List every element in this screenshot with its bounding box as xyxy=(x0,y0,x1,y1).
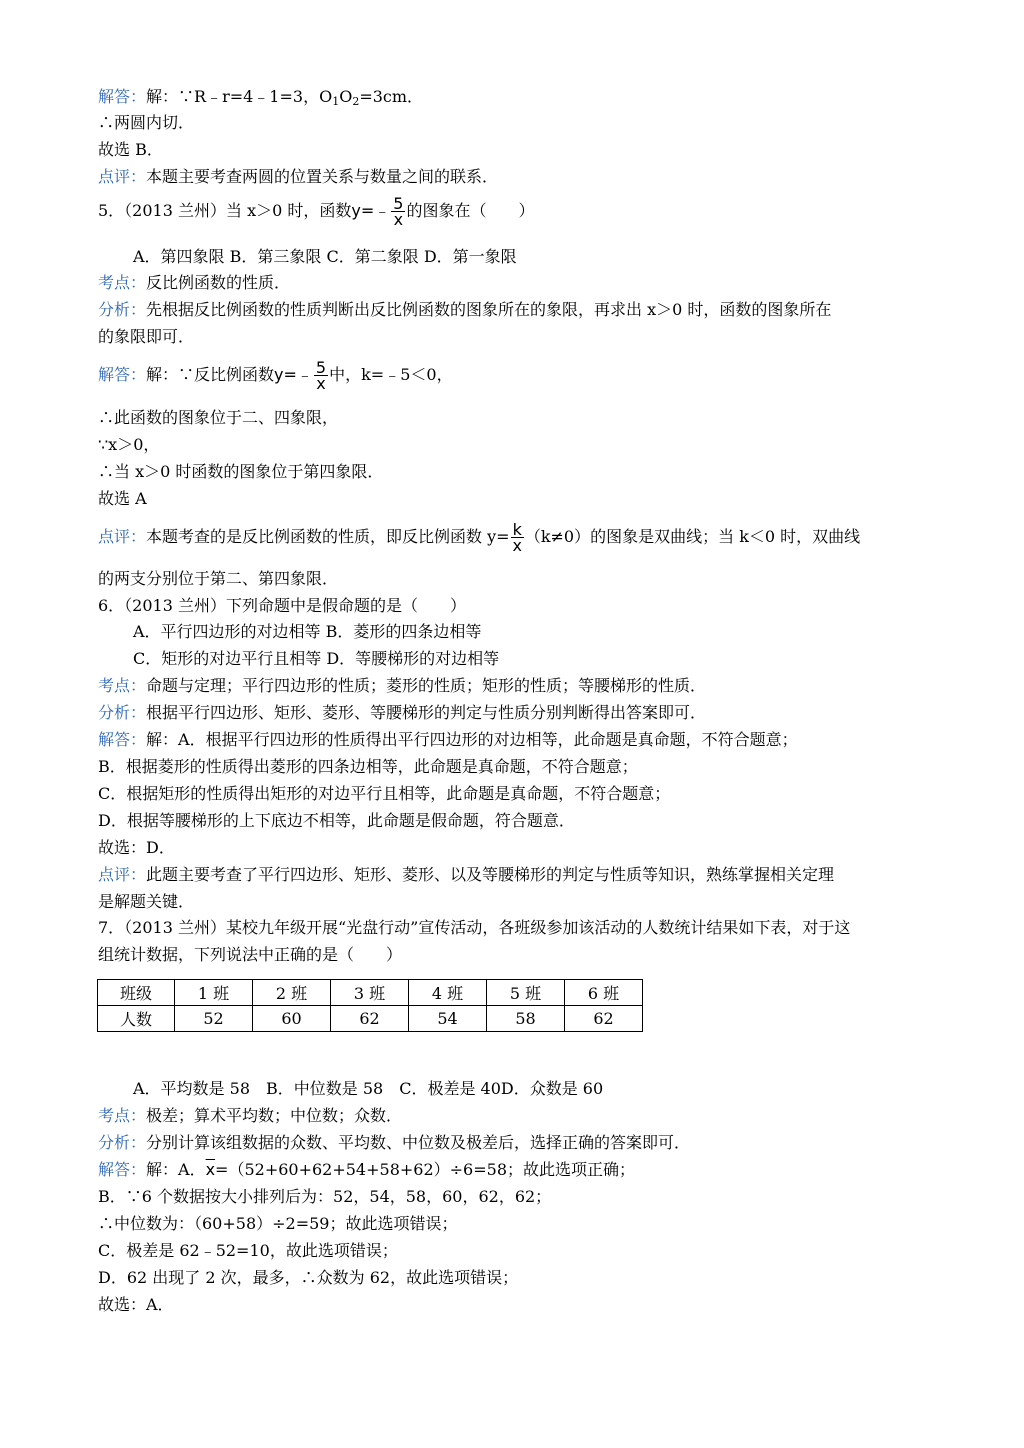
solution-line: 解答：解：∵反比例函数y=﹣ $\frac{5}{x}$ 中，k=﹣5＜0， xyxy=(98,358,453,393)
analysis-label: 分析： xyxy=(98,703,147,722)
solution-line: C．极差是 62﹣52=10，故此选项错误； xyxy=(98,1241,398,1260)
analysis-line: 的象限即可． xyxy=(98,327,195,346)
solution-line: ∴两圆内切． xyxy=(98,113,195,132)
solution-line: 故选：A． xyxy=(98,1295,174,1314)
solution-line: 解答：解：∵R﹣r=4﹣1=3，$O_1O_2=3cm$． xyxy=(98,87,424,108)
answer-label: 解答： xyxy=(98,87,147,106)
table-cell: 人数 xyxy=(98,1006,175,1032)
mean-symbol: $\overline{x}$ xyxy=(205,1160,216,1179)
question-6-options: A．平行四边形的对边相等 B．菱形的四条边相等 xyxy=(133,622,482,641)
point-label: 考点： xyxy=(98,676,147,695)
point-line: 考点：命题与定理；平行四边形的性质；菱形的性质；矩形的性质；等腰梯形的性质． xyxy=(98,676,707,695)
comment-line: 点评：本题主要考查两圆的位置关系与数量之间的联系． xyxy=(98,167,499,186)
solution-line: C．根据矩形的性质得出矩形的对边平行且相等，此命题是真命题，不符合题意； xyxy=(98,784,671,803)
table-header-row xyxy=(98,980,643,1006)
answer-label: 解答： xyxy=(98,365,147,384)
solution-line: ∴此函数的图象位于二、四象限， xyxy=(98,408,339,427)
point-line: 考点：反比例函数的性质． xyxy=(98,273,291,292)
analysis-line: 分析：先根据反比例函数的性质判断出反比例函数的图象所在的象限，再求出 x＞0 时，函数的图象所在 xyxy=(98,300,832,319)
table-row xyxy=(98,1006,643,1032)
solution-line: ∴中位数为：（60+58）÷2=59；故此选项错误； xyxy=(98,1214,458,1233)
table-cell: 3 班 xyxy=(331,980,409,1006)
analysis-line: 分析：根据平行四边形、矩形、菱形、等腰梯形的判定与性质分别判断得出答案即可． xyxy=(98,703,707,722)
comment-line: 是解题关键． xyxy=(98,892,195,911)
solution-line: D．根据等腰梯形的上下底边不相等，此命题是假命题，符合题意． xyxy=(98,811,575,830)
table-cell: 54 xyxy=(409,1006,487,1032)
analysis-label: 分析： xyxy=(98,300,147,319)
table-cell: 60 xyxy=(253,1006,331,1032)
question-6: 6．（2013 兰州）下列命题中是假命题的是（ ） xyxy=(98,596,466,615)
table-cell: 1 班 xyxy=(175,980,253,1006)
table-cell: 班级 xyxy=(98,980,175,1006)
table-cell: 52 xyxy=(175,1006,253,1032)
point-label: 考点： xyxy=(98,273,147,292)
comment-label: 点评： xyxy=(98,865,147,884)
table-cell: 62 xyxy=(331,1006,409,1032)
fraction: $\frac{5}{x}$ xyxy=(315,358,327,393)
question-5-options: A．第四象限 B．第三象限 C．第二象限 D．第一象限 xyxy=(133,247,517,266)
comment-line: 点评：本题考查的是反比例函数的性质，即反比例函数 y= $\frac{k}{x}$ （k≠0）的图象是双曲线；当 k＜0 时，双曲线 xyxy=(98,520,861,555)
table-cell: 4 班 xyxy=(409,980,487,1006)
table-cell: 62 xyxy=(565,1006,643,1032)
solution-line: 故选 A xyxy=(98,489,147,508)
solution-line: 故选：D． xyxy=(98,838,175,857)
comment-line: 点评：此题主要考查了平行四边形、矩形、菱形、以及等腰梯形的判定与性质等知识，熟练掌握相关定理 xyxy=(98,865,835,884)
analysis-line: 分析：分别计算该组数据的众数、平均数、中位数及极差后，选择正确的答案即可． xyxy=(98,1133,691,1152)
question-7-options: A．平均数是 58 B．中位数是 58 C．极差是 40D．众数是 60 xyxy=(133,1079,604,1098)
analysis-label: 分析： xyxy=(98,1133,147,1152)
fraction: $\frac{k}{x}$ xyxy=(512,520,522,555)
question-6-options: C．矩形的对边平行且相等 D．等腰梯形的对边相等 xyxy=(133,649,500,668)
table-cell: 58 xyxy=(487,1006,565,1032)
table-cell: 5 班 xyxy=(487,980,565,1006)
question-7: 组统计数据，下列说法中正确的是（ ） xyxy=(98,945,403,964)
solution-line: ∴当 x＞0 时函数的图象位于第四象限． xyxy=(98,462,384,481)
data-table xyxy=(97,979,643,1032)
question-7: 7．（2013 兰州）某校九年级开展“光盘行动”宣传活动，各班级参加该活动的人数统计结果如下表，对于这 xyxy=(98,918,851,937)
question-5: 5．（2013 兰州）当 x＞0 时，函数y=﹣ $\frac{5}{x}$ 的图象在（ ） xyxy=(98,194,535,229)
answer-label: 解答： xyxy=(98,1160,147,1179)
comment-label: 点评： xyxy=(98,167,147,186)
point-label: 考点： xyxy=(98,1106,147,1125)
solution-line: 解答：解：A．$\overline{x}=(52+60+62+54+58+62)\div 6=58$；故此选项正确； xyxy=(98,1160,635,1179)
solution-line: ∵x＞0， xyxy=(98,435,160,454)
table-cell: 6 班 xyxy=(565,980,643,1006)
solution-line: 解答：解：A．根据平行四边形的性质得出平行四边形的对边相等，此命题是真命题，不符合题意； xyxy=(98,730,798,749)
solution-line: D．62 出现了 2 次，最多，∴众数为 62，故此选项错误； xyxy=(98,1268,519,1287)
answer-label: 解答： xyxy=(98,730,147,749)
solution-line: B．∵6 个数据按大小排列后为：52，54，58，60，62，62； xyxy=(98,1187,552,1206)
comment-line: 的两支分别位于第二、第四象限． xyxy=(98,569,339,588)
point-line: 考点：极差；算术平均数；中位数；众数． xyxy=(98,1106,403,1125)
solution-line: B．根据菱形的性质得出菱形的四条边相等，此命题是真命题，不符合题意； xyxy=(98,757,638,776)
table-cell: 2 班 xyxy=(253,980,331,1006)
solution-line: 故选 B． xyxy=(98,140,163,159)
comment-label: 点评： xyxy=(98,527,147,546)
fraction: $\frac{5}{x}$ xyxy=(393,194,404,229)
